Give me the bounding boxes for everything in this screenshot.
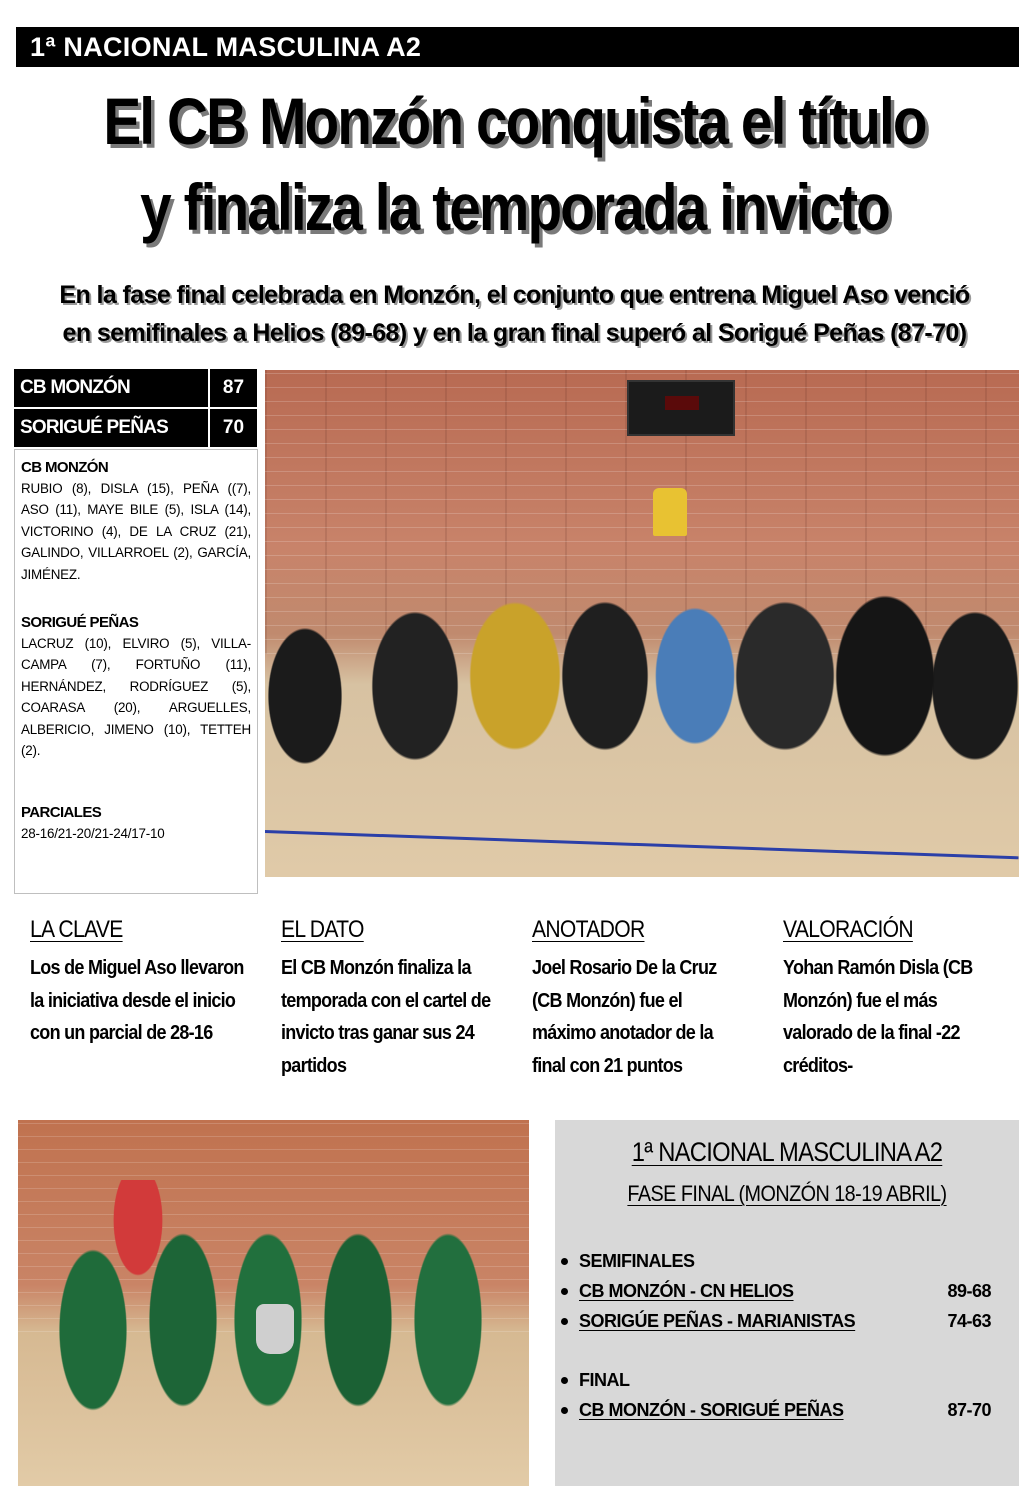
- info-fact: [281, 914, 501, 1082]
- info-rating: [783, 914, 1003, 1082]
- subheadline-line-2: en semifinales a Helios (89-68) y en la gran final superó al Sorigué Peñas (87-70): [62, 319, 967, 347]
- team-1-title: CB MONZÓN: [21, 459, 109, 476]
- headline-line-2: y finaliza la temporada invicto: [140, 170, 889, 244]
- partials-values: 28-16/21-20/21-24/17-10: [21, 826, 165, 842]
- team-celebration-photo: [265, 370, 1019, 877]
- score-team-name: SORIGUÉ PEÑAS: [14, 409, 208, 447]
- trophy-image: [256, 1304, 294, 1354]
- info-key-body: Los de Miguel Aso llevaron la iniciativa desde el inicio con un parcial de 28-16: [30, 957, 244, 1044]
- runner-up-team-photo: [18, 1120, 529, 1486]
- results-subtitle: FASE FINAL (MONZÓN 18-19 ABRIL): [627, 1181, 947, 1206]
- results-panel: [555, 1120, 1019, 1486]
- score-row: [14, 409, 257, 447]
- result-match: CB MONZÓN - CN HELIOS: [579, 1281, 794, 1301]
- subheadline-line-1: En la fase final celebrada en Monzón, el conjunto que entrena Miguel Aso venció: [59, 281, 970, 309]
- result-match: SORIGÚE PEÑAS - MARIANISTAS: [579, 1311, 856, 1331]
- headline-line-1: El CB Monzón conquista el título: [103, 84, 926, 158]
- final-label: FINAL: [561, 1365, 991, 1395]
- bullet-icon: [561, 1377, 568, 1384]
- result-row: [561, 1276, 991, 1306]
- headline: [72, 78, 957, 250]
- jersey-image: [653, 488, 687, 536]
- result-score: 74-63: [947, 1311, 991, 1331]
- score-points: 87: [210, 369, 257, 407]
- team-2-players: LACRUZ (10), ELVIRO (5), VILLA-CAMPA (7), FORTUÑO (11), HERNÁNDEZ, RODRÍGUEZ (5), COARASA (20), ARGUELLES, ALBERICIO, JIMENO (10), TETTEH (2).: [21, 636, 251, 759]
- result-score: 89-68: [947, 1281, 991, 1301]
- result-score: 87-70: [947, 1400, 991, 1420]
- info-fact-title: EL DATO: [281, 916, 364, 943]
- info-rating-body: Yohan Ramón Disla (CB Monzón) fue el más valorado de la final -22 créditos-: [783, 957, 973, 1077]
- info-key-title: LA CLAVE: [30, 916, 123, 943]
- result-match: CB MONZÓN - SORIGUÉ PEÑAS: [579, 1400, 844, 1420]
- score-row: [14, 369, 257, 407]
- result-row: [561, 1306, 991, 1336]
- team-1-players: RUBIO (8), DISLA (15), PEÑA ((7), ASO (11), MAYE BILE (5), ISLA (14), VICTORINO (4), DE LA CRUZ (21), GALINDO, VILLARROEL (2), GARCÍA, JIMÉNEZ.: [21, 481, 251, 582]
- info-scorer-body: Joel Rosario De la Cruz (CB Monzón) fue el máximo anotador de la final con 21 puntos: [532, 957, 717, 1077]
- score-table: [14, 369, 257, 449]
- semifinals-label: SEMIFINALES: [561, 1246, 991, 1276]
- bullet-icon: [561, 1258, 568, 1265]
- bullet-icon: [561, 1318, 568, 1325]
- info-scorer-title: ANOTADOR: [532, 916, 645, 943]
- results-title: 1ª NACIONAL MASCULINA A2: [631, 1137, 943, 1167]
- score-team-name: CB MONZÓN: [14, 369, 208, 407]
- result-row: [561, 1395, 991, 1425]
- bullet-icon: [561, 1288, 568, 1295]
- info-fact-body: El CB Monzón finaliza la temporada con el cartel de invicto tras ganar sus 24 partidos: [281, 957, 491, 1077]
- box-score: [14, 449, 258, 894]
- info-rating-title: VALORACIÓN: [783, 916, 913, 943]
- info-scorer: [532, 914, 752, 1082]
- team-2-title: SORIGUÉ PEÑAS: [21, 614, 139, 632]
- section-banner: 1ª NACIONAL MASCULINA A2: [16, 27, 1019, 67]
- partials-title: PARCIALES: [21, 804, 102, 822]
- info-key: [30, 914, 250, 1050]
- bullet-icon: [561, 1407, 568, 1414]
- score-points: 70: [210, 409, 257, 447]
- subheadline: [0, 276, 1029, 352]
- scoreboard-image: [627, 380, 735, 436]
